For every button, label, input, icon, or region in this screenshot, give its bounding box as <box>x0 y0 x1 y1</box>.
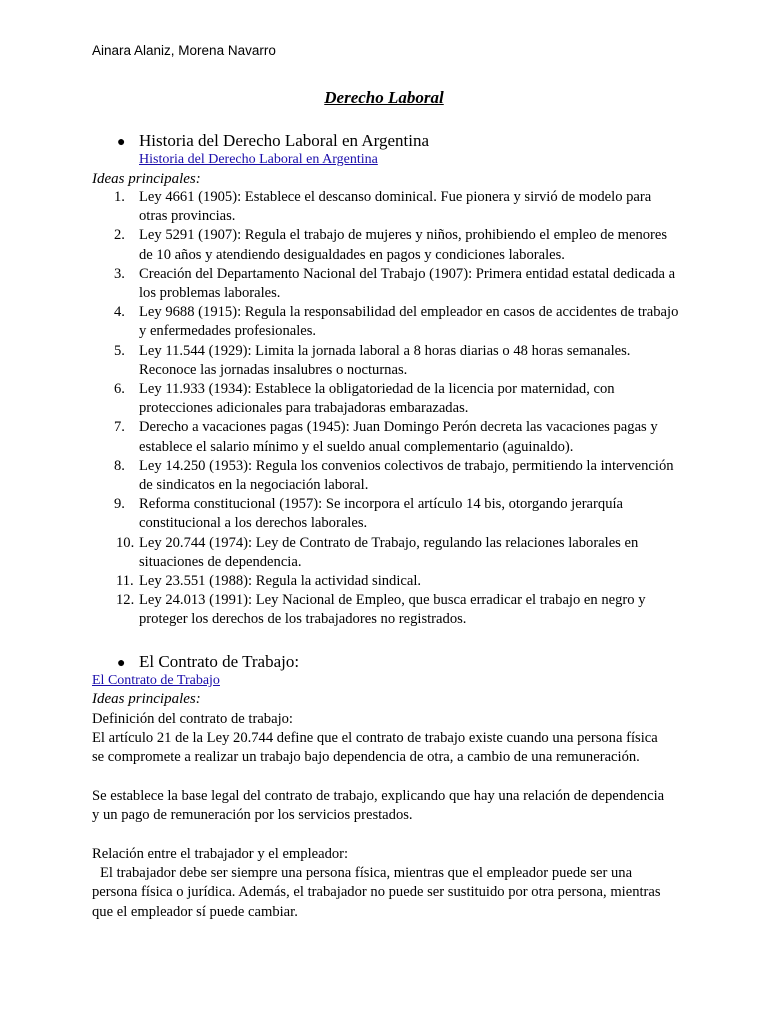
list-item: 8. Ley 14.250 (1953): Regula los convenios colectivos de trabajo, permitiendo la intervención de sindicatos en la negociación laboral. <box>114 457 674 494</box>
definition-label: Definición del contrato de trabajo: <box>92 711 293 727</box>
section2-ideas-label: Ideas principales: <box>92 691 201 707</box>
base-text: Se establece la base legal del contrato de trabajo, explicando que hay una relación de dependencia y un pago de remuneración por los servicios prestados. <box>92 788 665 824</box>
bullet-icon: ● <box>117 656 126 671</box>
list-item: 12. Ley 24.013 (1991): Ley Nacional de Empleo, que busca erradicar el trabajo en negro y proteger los derechos de los trabajadores no registrados. <box>116 592 646 628</box>
definition-text: El artículo 21 de la Ley 20.744 define que el contrato de trabajo existe cuando una persona física se compromete a realizar un trabajo bajo dependencia de otra, a cambio de una remuneración. <box>92 730 658 766</box>
section1-heading-text: Historia del Derecho Laboral en Argentina <box>139 131 429 150</box>
section1-link[interactable]: Historia del Derecho Laboral en Argentina <box>139 152 378 167</box>
list-item: 1. Ley 4661 (1905): Establece el descanso dominical. Fue pionera y sirvió de modelo para otras provincias. <box>114 189 652 225</box>
bullet-icon: ● <box>117 135 126 150</box>
list-item: 6. Ley 11.933 (1934): Establece la obligatoriedad de la licencia por maternidad, con protecciones adicionales para trabajadoras embarazadas. <box>114 381 615 417</box>
section1-ideas-label: Ideas principales: <box>92 171 201 187</box>
section2-link[interactable]: El Contrato de Trabajo <box>92 673 220 688</box>
list-item: 11. Ley 23.551 (1988): Regula la actividad sindical. <box>116 573 422 590</box>
list-item: 5. Ley 11.544 (1929): Limita la jornada laboral a 8 horas diarias o 48 horas semanales. Reconoce las jornadas insalubres o nocturnas. <box>114 342 631 378</box>
section2-heading <box>117 652 299 672</box>
list-item: 3. Creación del Departamento Nacional del Trabajo (1907): Primera entidad estatal dedicada a los problemas laborales. <box>114 265 676 302</box>
list-item: 7. Derecho a vacaciones pagas (1945): Juan Domingo Perón decreta las vacaciones pagas y establece el salario mínimo y el sueldo anual complementario (aguinaldo). <box>114 419 658 455</box>
relation-text: El trabajador debe ser siempre una persona física, mientras que el empleador puede ser una persona física o jurídica. Además, el trabajador no puede ser sustituido por otra persona, mientras que el empleador sí puede cambiar. <box>92 865 661 920</box>
list-item: 4. Ley 9688 (1915): Regula la responsabilidad del empleador en casos de accidentes de trabajo y enfermedades profesionales. <box>114 304 679 340</box>
laws-list <box>92 188 682 630</box>
relation-label: Relación entre el trabajador y el empleador: <box>92 846 349 862</box>
section2-heading-text: El Contrato de Trabajo: <box>139 652 300 671</box>
list-item: 2. Ley 5291 (1907): Regula el trabajo de mujeres y niños, prohibiendo el empleo de menores de 10 años y atendiendo desigualdades en pagos y condiciones laborales. <box>114 227 668 263</box>
list-item: 10. Ley 20.744 (1974): Ley de Contrato de Trabajo, regulando las relaciones laborales en situaciones de dependencia. <box>116 534 639 570</box>
list-item: 9. Reforma constitucional (1957): Se incorpora el artículo 14 bis, otorgando jerarquía constitucional a los derechos laborales. <box>114 496 624 532</box>
authors-line: Ainara Alaniz, Morena Navarro <box>92 43 276 58</box>
document-title: Derecho Laboral <box>324 88 444 107</box>
section1-heading <box>117 131 429 151</box>
